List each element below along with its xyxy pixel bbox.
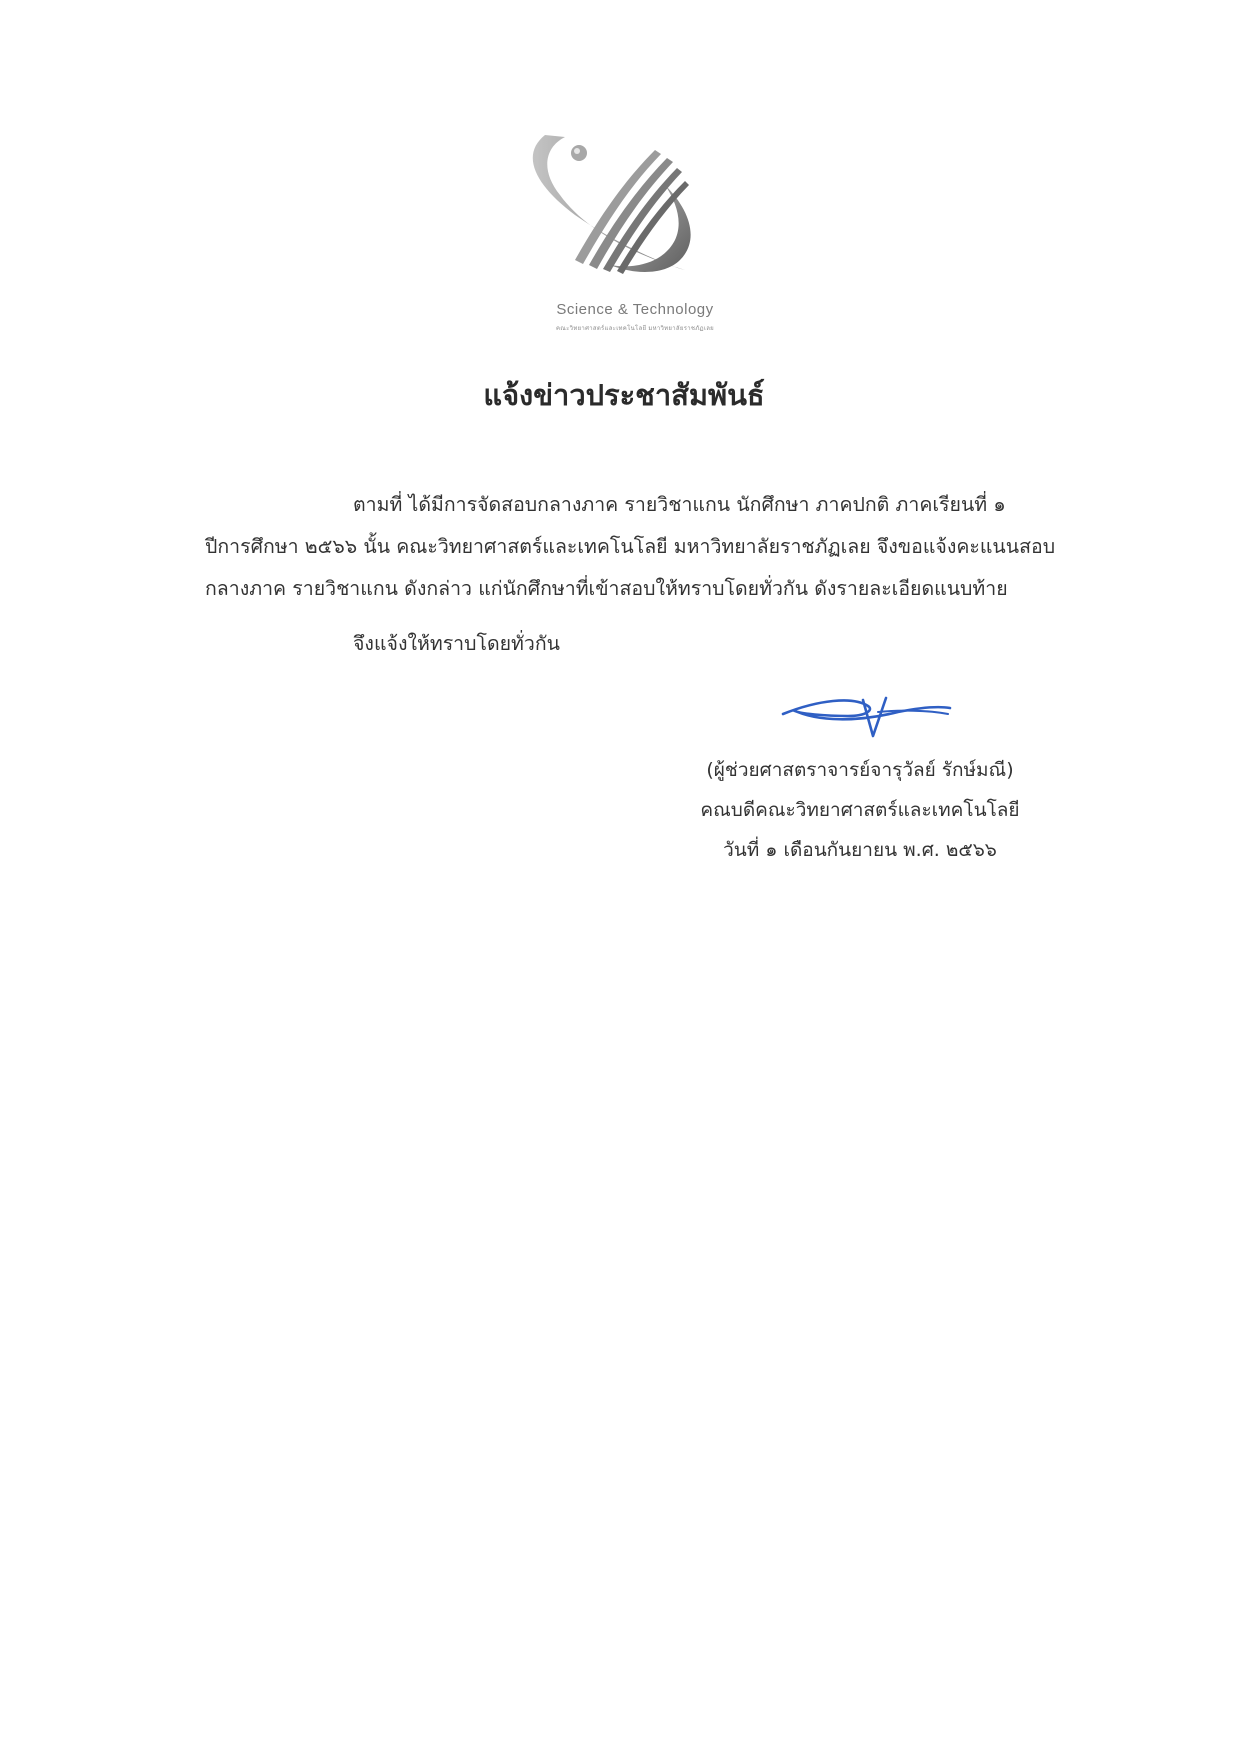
body-line: ตามที่ ได้มีการจัดสอบกลางภาค รายวิชาแกน นักศึกษา ภาคปกติ ภาคเรียนที่ ๑ [353,493,1006,516]
announcement-body [205,484,1060,610]
handwritten-signature-icon [778,692,953,742]
signatory-name: (ผู้ช่วยศาสตราจารย์จารุวัลย์ รักษ์มณี) [706,759,1014,781]
signature-image [778,692,953,742]
document-date: วันที่ ๑ เดือนกันยายน พ.ศ. ๒๕๖๖ [723,839,997,861]
signatory-position: คณบดีคณะวิทยาศาสตร์และเทคโนโลยี [700,799,1020,821]
logo-subtitle: คณะวิทยาศาสตร์และเทคโนโลยี มหาวิทยาลัยราชภัฏเลย [555,326,715,332]
body-line: ปีการศึกษา ๒๕๖๖ นั้น คณะวิทยาศาสตร์และเทคโนโลยี มหาวิทยาลัยราชภัฏเลย จึงขอแจ้งคะแนนสอบ [205,535,1056,558]
orbit-logo-icon [515,125,755,300]
body-line: กลางภาค รายวิชาแกน ดังกล่าว แก่นักศึกษาที่เข้าสอบให้ทราบโดยทั่วกัน ดังรายละเอียดแนบท้าย [205,577,1008,600]
signature-block [640,750,1080,870]
faculty-logo [515,125,755,345]
logo-name: Science & Technology [556,301,714,318]
closing-statement: จึงแจ้งให้ทราบโดยทั่วกัน [353,632,560,655]
page-title: แจ้งข่าวประชาสัมพันธ์ [483,378,765,412]
